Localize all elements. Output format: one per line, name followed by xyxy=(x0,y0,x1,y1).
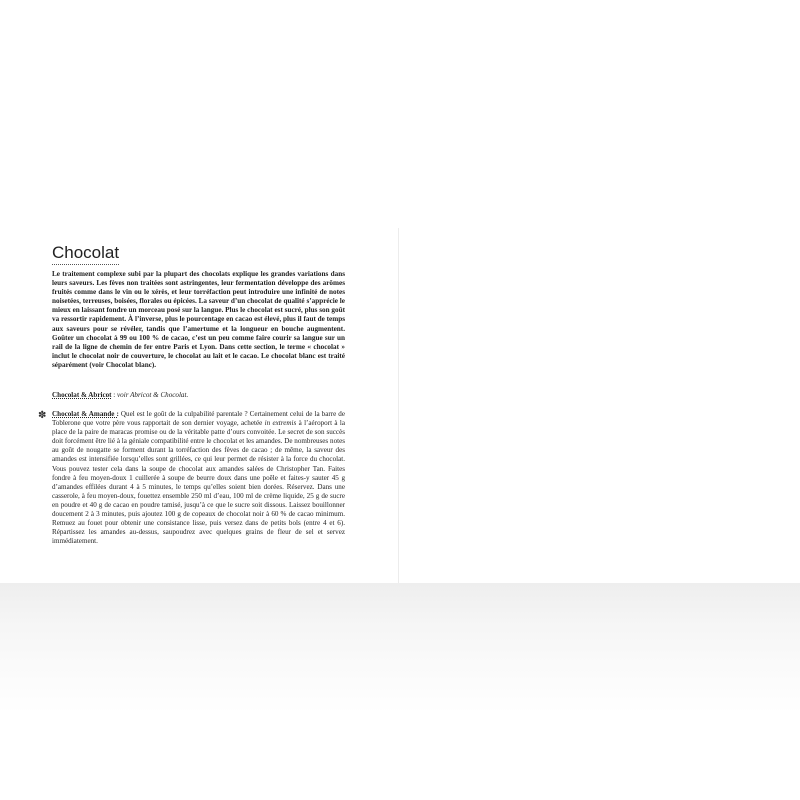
page-title: Chocolat xyxy=(52,243,119,265)
entry-heading: Chocolat & Abricot xyxy=(52,391,112,399)
entry-heading: Chocolat & Amande : xyxy=(52,410,119,418)
entry-abricot xyxy=(52,391,345,400)
intro-paragraph: Le traitement complexe subi par la plupart des chocolats explique les grandes variations dans leurs saveurs. Les fèves non traitées sont astringentes, leur fermentation développe des arômes fruités comme dans le vin ou le xérès, et leur torréfaction peut introduire une infinité de notes noisetées, terreuses, boisées, florales ou épicées. La saveur d’un chocolat de qualité s’apprécie le mieux en laissant fondre un morceau posé sur la langue. Plus le chocolat est sucré, plus son goût va ressortir rapidement. À l’inverse, plus le pourcentage en cacao est élevé, plus il faut de temps aux saveurs pour se révéler, tandis que l’amertume et la longueur en bouche augmentent. Goûter un chocolat à 99 ou 100 % de cacao, c’est un peu comme faire courir sa langue sur un rail de la ligne de chemin de fer entre Paris et Lyon. Dans cette section, le terme « chocolat » inclut le chocolat noir de couverture, le chocolat au lait et le cacao. Le chocolat blanc est traité séparément (voir Chocolat blanc). xyxy=(52,270,345,369)
cross-reference: voir Abricot & Chocolat. xyxy=(117,391,189,399)
page-gutter xyxy=(398,228,399,583)
entry-text: Quel est le goût de la culpabilité parentale ? Certainement celui de la barre de Toblerone que votre père vous rapportait de son dernier voyage, achetée xyxy=(52,410,345,428)
entry-text: à l’aéroport à la place de la paire de maracas promise ou de la véritable patte d’ours convoitée. Le secret de son succès doit forcément être lié à la géniale compatibilité entre le chocolat et les amandes. De nombreuses notes au goût de nougatte se forment durant la torréfaction des fèves de cacao ; de même, la saveur des amandes est intensifiée lorsqu’elles sont grillées, ce qui leur permet de résister à la force du chocolat. Vous pouvez tester cela dans la soupe de chocolat aux amandes salées de Christopher Tan. Faites fondre à feu moyen-doux 1 cuillerée à soupe de beurre doux dans une poêle et faites-y sauter 45 g d’amandes effilées durant 4 à 5 minutes, le temps qu’elles soient bien dorées. Réservez. Dans une casserole, à feu moyen-doux, fouettez ensemble 250 ml d’eau, 100 ml de crème liquide, 25 g de sucre en poudre et 40 g de cacao en poudre tamisé, jusqu’à ce que le sucre soit dissous. Laissez bouillonner doucement 2 à 3 minutes, puis ajoutez 100 g de copeaux de chocolat noir à 60 % de cacao minimum. Remuez au fouet pour obtenir une consistance lisse, puis versez dans de petits bols (entre 4 et 6). Répartissez les amandes au-dessus, saupoudrez avec quelques grains de fleur de sel et servez immédiatement. xyxy=(52,419,345,546)
page-bottom-shadow xyxy=(0,583,800,800)
entry-emphasis: in extremis xyxy=(264,419,297,428)
entry-amande xyxy=(52,410,345,546)
flower-ornament-icon: ✽ xyxy=(38,410,47,421)
separator: : xyxy=(111,391,118,399)
